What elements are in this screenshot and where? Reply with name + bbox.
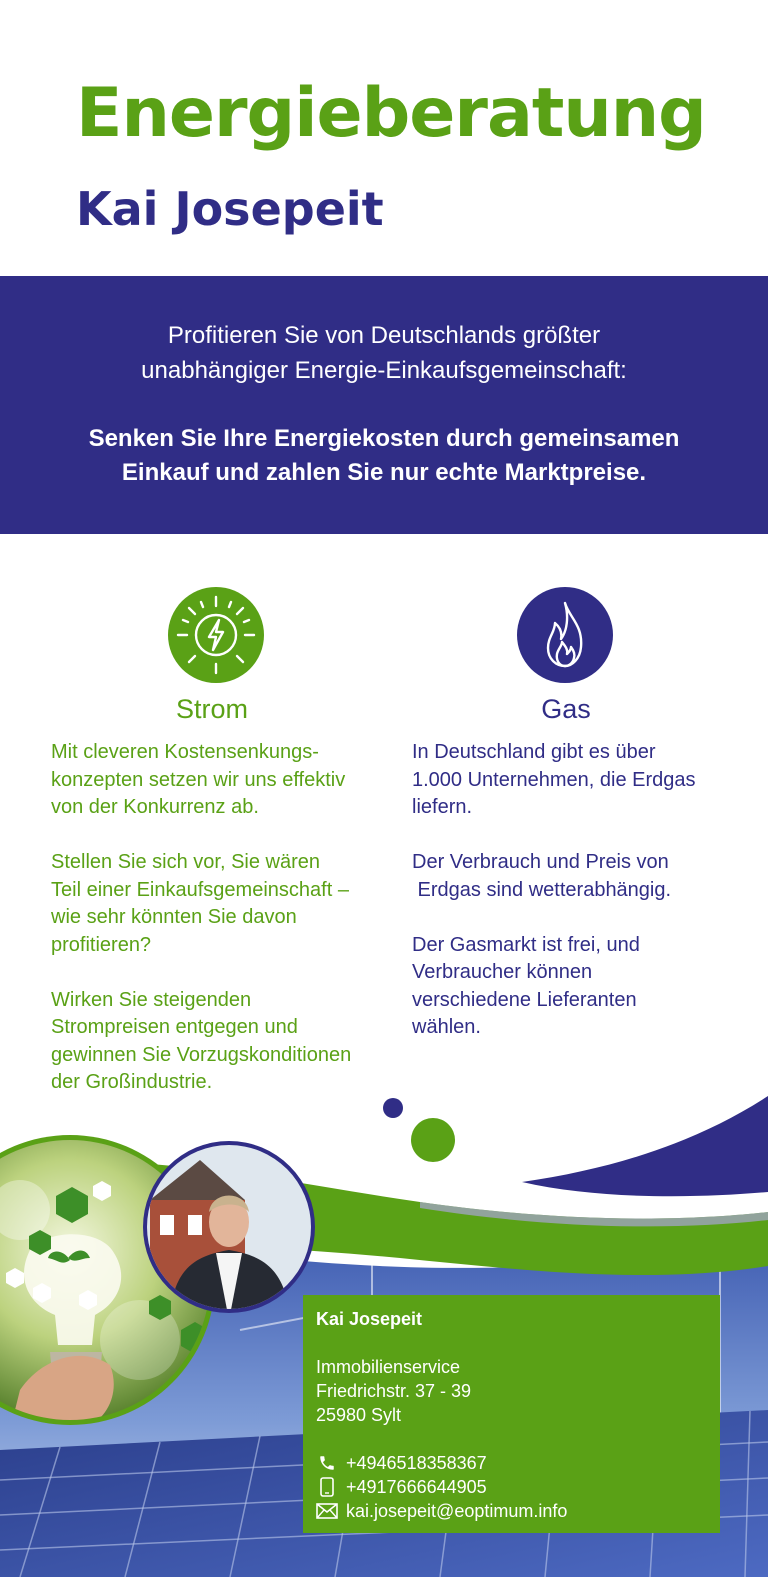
strom-paragraph: [51, 987, 401, 1097]
text-line: wählen.: [412, 1016, 481, 1038]
email-link[interactable]: kai.josepeit@eoptimum.info: [346, 1501, 568, 1521]
strom-paragraph: [51, 849, 401, 959]
claim-line: Einkauf und zahlen Sie nur echte Marktpreise.: [121, 459, 647, 486]
text-line: 1.000 Unternehmen, die Erdgas: [412, 768, 696, 791]
text-line: Stellen Sie sich vor, Sie wären: [51, 851, 321, 873]
contact-card: [303, 1295, 720, 1533]
intro-banner: [0, 276, 768, 534]
consultant-name: Kai Josepeit: [76, 182, 384, 236]
gas-heading: Gas: [541, 694, 591, 724]
text-line: wie sehr könnten Sie davon: [51, 906, 297, 928]
phone-link[interactable]: +4946518358367: [346, 1453, 487, 1473]
gas-paragraph: [412, 739, 752, 822]
mobile-row: [316, 1475, 720, 1499]
text-line: Erdgas sind wetterabhängig.: [412, 878, 672, 901]
mobile-phone-icon: [316, 1477, 338, 1497]
contact-city: 25980 Sylt: [316, 1405, 402, 1425]
text-line: Der Verbrauch und Preis von: [412, 851, 669, 873]
contact-company: Immobilienservice: [316, 1357, 461, 1377]
email-row: [316, 1499, 720, 1523]
decor-dot: [383, 1098, 403, 1118]
text-line: Wirken Sie steigenden: [51, 988, 252, 1011]
gas-paragraph: [412, 849, 752, 904]
contact-street: Friedrichstr. 37 - 39: [316, 1381, 472, 1401]
text-line: Der Gasmarkt ist frei, und: [412, 933, 640, 956]
contact-address: [316, 1355, 720, 1427]
text-line: der Großindustrie.: [51, 1071, 213, 1093]
intro-line: unabhängiger Energie-Einkaufsgemeinschaft:: [141, 357, 627, 384]
intro-line: Profitieren Sie von Deutschlands größter: [167, 322, 601, 349]
text-line: liefern.: [412, 796, 473, 818]
strom-paragraph: [51, 739, 401, 822]
contact-name: Kai Josepeit: [316, 1309, 423, 1329]
strom-heading: Strom: [175, 694, 248, 724]
phone-row: [316, 1451, 720, 1475]
text-line: Mit cleveren Kostensenkungs-: [51, 741, 319, 763]
phone-icon: [316, 1454, 338, 1472]
strom-description: [51, 739, 401, 1124]
intro-text: [0, 318, 768, 388]
text-line: Verbraucher können: [412, 961, 593, 983]
mobile-link[interactable]: +4917666644905: [346, 1477, 487, 1497]
text-line: konzepten setzen wir uns effektiv: [51, 768, 346, 791]
text-line: Strompreisen entgegen und: [51, 1016, 298, 1038]
claim-line: Senken Sie Ihre Energiekosten durch gemeinsamen: [88, 425, 680, 452]
text-line: von der Konkurrenz ab.: [51, 796, 259, 818]
flame-icon: [517, 587, 613, 683]
lightning-sun-icon: [168, 587, 264, 683]
gas-description: [412, 739, 752, 1069]
text-line: Teil einer Einkaufsgemeinschaft –: [51, 878, 349, 901]
gas-paragraph: [412, 932, 752, 1042]
text-line: gewinnen Sie Vorzugskonditionen: [51, 1043, 352, 1066]
decor-dot: [411, 1118, 455, 1162]
envelope-icon: [316, 1503, 338, 1519]
text-line: In Deutschland gibt es über: [412, 741, 656, 763]
claim-text: [0, 422, 768, 490]
text-line: verschiedene Lieferanten: [412, 988, 637, 1011]
page-title: Energieberatung: [76, 74, 706, 153]
text-line: profitieren?: [51, 933, 152, 956]
